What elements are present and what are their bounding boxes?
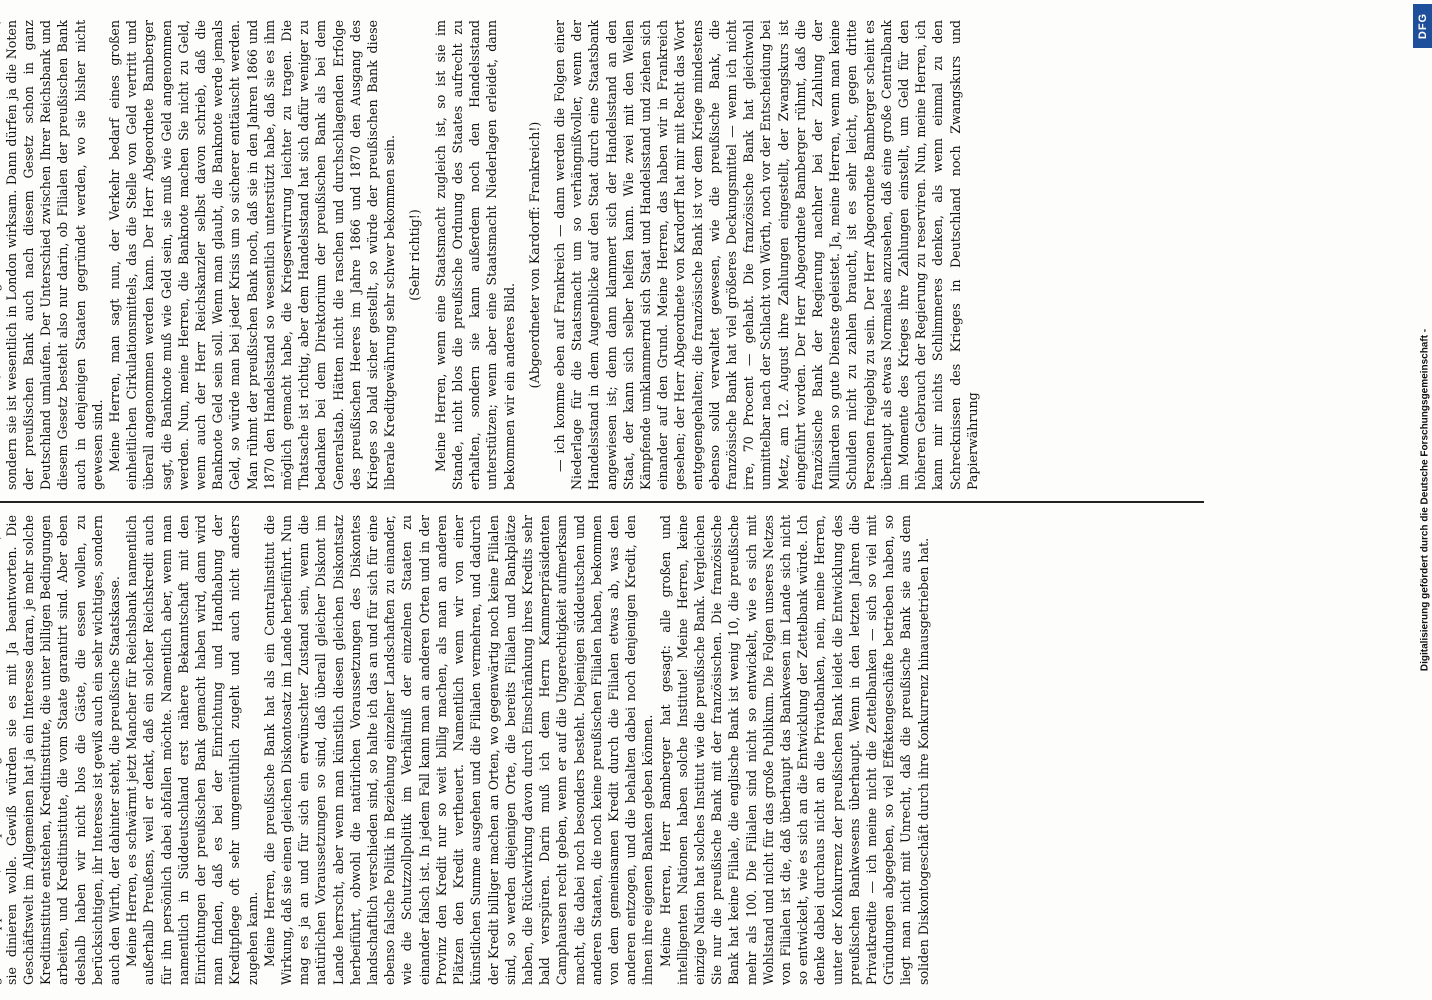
dfg-badge-label: DFG (1416, 12, 1429, 40)
left-paragraph: Meine Herren, es schwärmt jetzt Mancher für Reichsbank namentlich außerhalb Preußens, weil er denkt, daß ein solcher Reichskredit auch für ihn persönlich dabei abfallen möchte. Namentlich aber, wenn man namentlich in Süddeutschland erst nähere Bekanntschaft mit den Einrichtungen der preußischen Bank gemacht haben wird, dann wird man finden, daß es bei der Einrichtung und Handhabung der Kreditpflege oft sehr umgemüthlich zugeht und auch nicht anders zugehen kann. (124, 515, 260, 985)
digitization-note (1418, 10, 1432, 990)
digitization-note-text: Digitalisierung gefördert durch die Deutsche Forschungsgemeinschaft - (1419, 328, 1431, 672)
left-paragraph: Meine Herren, Herr Bamberger hat gesagt: alle großen und intelligenten Nationen haben solche Institute! Meine Herren, keine einzige Nation hat solches Institut wie die preußische Bank. Vergleichen Sie nur die preußische Bank mit der französischen. Die französische Bank hat keine Filiale, die englische Bank ist wenig 10, die preußische mehr als 100. Die Filialen sind nicht so entwickelt, wie es sich mit Wohlstand und nicht für das große Publikum. Die Folgen unseres Netzes von Filialen ist die, daß überhaupt das Bankwesen im Lande sich nicht so entwickelt, wie es sich an die Entwicklung der Zettelbank würde. Ich denke dabei durchaus nicht an die Privatbanken, nein, meine Herren, unter der Konkurrenz der preußischen Bank leidet die Entwicklung des preußischen Bankwesens überhaupt. Wenn in den letzten Jahren die Privatkredite — ich meine nicht die Zettelbanken — sich so viel mit Gründungen abgegeben, so viel Effektengeschäfte betrieben haben, so liegt man nicht mit Unrecht, daß die preußische Bank sie aus dem soliden Diskontogeschäft durch ihre Konkurrenz hinausgetrieben hat. (657, 515, 931, 985)
right-paragraph: — ich komme eben auf Frankreich — dann werden die Folgen einer Niederlage für die Staatsmacht um so verhängnißvoller, wenn der Handelsstand in dem Augenblicke auf den Staat durch eine Staatsbank angewiesen ist; denn dann klammert sich der Handelsstand an den Staat, der kann sich selber helfen kann. Wie zwei mit den Wellen Kämpfende umklammernd sich Staat und Handelsstand und ziehen sich einander auf den Grund. Meine Herren, das haben wir in Frankreich gesehen; der Herr Abgeordnete von Kardorff hat mir mit Recht das Wort entgegengehalten; die französische Bank ist vor dem Kriege mindestens ebenso solid verwaltet gewesen, wie die preußische Bank, die französische Bank hat viel größeres Deckungsmittel — wenn ich nicht irre, 70 Procent — gehabt. Die französische Bank hat gleichwohl unmittelbar nach der Schlacht von Wörth, noch vor der Entscheidung bei Metz, am 12. August ihre Zahlungen eingestellt, der Zwangskurs ist eingeführt worden. Der Herr Abgeordnete Bamberger rühmt, daß die französische Bank der Regierung nachher bei der Zahlung der Milliarden so gute Dienste geleistet. Ja, meine Herren, wenn man keine Schulden nicht zu zahlen braucht, ist es sehr leicht, gegen dritte Personen freigebig zu sein. Der Herr Abgeordnete Bamberger scheint es überhaupt als etwas Normales anzusehen, daß eine große Centralbank im Momente des Krieges ihre Zahlungen einstellt, um Geld für den höheren Gebrauch der Regierung zu reserviren. Nun, meine Herren, ich kann mir nichts Schlimmeres denken, als wenn einmal zu den Schrecknissen des Krieges in Deutschland noch Zwangskurs und Papierwährung (551, 20, 980, 490)
left-paragraph: sie dinieren wolle. Gewiß würden sie es mit Ja beantworten. Die Geschäftswelt im Allgemeinen hat ja ein Interesse daran, je mehr solche Kreditinstitute entstehen, Kreditinstitute, die unter billigen Bedingungen arbeiten, und Kreditinstitute, die vom Staate garantirt sind. Aber eben deshalb haben wir nicht blos die Gäste, die essen wollen, zu berücksichtigen, ihr Interesse ist gewiß auch ein sehr wichtiges, sondern auch den Wirth, der dahinter steht, die preußische Staatskasse. (3, 515, 123, 985)
rotated-print-sheet (0, 15, 1210, 985)
right-paragraph: Meine Herren, wenn eine Staatsmacht zugleich ist, so ist sie im Stande, nicht blos die preußische Ordnung des Staates aufrecht zu erhalten, sondern sie kann außerdem noch den Handelsstand unterstützen; wenn aber eine Staatsmacht Niederlagen erleidet, dann bekommen wir ein anderes Bild. (432, 20, 517, 490)
left-paragraph: Meine Herren, die preußische Bank hat als ein Centralinstitut die Wirkung, daß sie einen gleichen Diskontosatz im Lande herbeiführt. Nun mag es ja an und für sich ein erwünschter Zustand sein, wenn die natürlichen Voraussetzungen so sind, daß überall gleicher Diskont im Lande herrscht, aber wenn man künstlich diesen gleichen Diskontsatz herbeiführt, obwohl die natürlichen Voraussetzungen des Diskontes landschaftlich verschieden sind, so halte ich das an und für sich für eine ebenso falsche Politik in Beziehung einzelner Landschaften zu einander, wie die Schutzzollpolitik im Verhältniß der einzelnen Staaten zu einander falsch ist. In jedem Fall kann man an anderen Orten und in der Provinz den Kredit nur so weit billig machen, als man an anderen Plätzen den Kredit vertheuert. Namentlich wenn wir von einer künstlichen Summe ausgehen und die Filialen vermehren, und dadurch der Kredit billiger machen an Orten, wo gegenwärtig noch keine Filialen sind, so werden diejenigen Orte, die bereits Filialen und Bankplätze haben, die Rückwirkung davon durch Einschränkung ihres Kredits sehr bald verspüren. Darin muß ich dem Herrn Kammerpräsidenten Camphausen recht geben, wenn er auf die Ungerechtigkeit aufmerksam macht, die dabei noch besonders besteht. Diejenigen süddeutschen und anderen Staaten, die noch keine preußischen Filialen haben, bekommen von dem gemeinsamen Kredit durch die Filialen etwas ab, was den anderen entzogen, und die behalten dabei noch denjenigen Kredit, den ihnen ihre eigenen Banken geben können. (261, 515, 656, 985)
interjection: (Abgeordneter von Kardorff: Frankreich!) (526, 121, 542, 389)
right-paragraph: sondern sie ist wesentlich in London wirksam. Dann dürfen ja die Noten der preußischen Bank auch nach diesem Gesetz schon in ganz Deutschland umlaufen. Der Unterschied zwischen Ihrer Reichsbank und diesem Gesetz besteht also nur darin, ob Filialen der preußischen Bank auch in denjenigen Staaten gegründet werden, wo sie bisher nicht gewesen sind. (3, 20, 105, 490)
column-divider (0, 501, 1204, 503)
right-column (0, 20, 1204, 490)
interjection: (Sehr richtig!) (407, 209, 423, 301)
right-paragraph: Meine Herren, man sagt nun, der Verkehr bedarf eines großen einheitlichen Cirkulationsmittels, das die Stelle von Geld vertritt und überall angenommen werden kann. Der Herr Abgeordnete Bamberger sagt, die Banknote muß wie Geld sein, sie muß wie Geld angenommen werden. Nun, meine Herren, die Banknote machen Sie nicht zu Geld, wenn auch der Herr Reichskanzler selbst davon schrieb, daß die Banknote Geld sein soll. Wenn man glaubt, die Banknote werde jemals Geld, so würde man bei jeder Krisis um so sicherer enttäuscht werden. Man rühmt der preußischen Bank noch, daß sie in den Jahren 1866 und 1870 den Handelsstand so wesentlich unterstützt habe, daß sie es ihm möglich gemacht habe, die Kriegserwirrung leichter zu tragen. Die Thatsache ist richtig, aber dem Handelsstand hat sich dafür weniger zu bedanken bei dem Direktorium der preußischen Bank als bei dem Generalstab. Hätten nicht die raschen und durchschlagenden Erfolge des preußischen Heeres im Jahre 1866 und 1870 den Ausgang des Krieges so bald sicher gestellt, so würde der preußischen Bank diese liberale Kreditgewährung sehr schwer bekommen sein. (107, 20, 398, 490)
left-column (0, 515, 1204, 985)
